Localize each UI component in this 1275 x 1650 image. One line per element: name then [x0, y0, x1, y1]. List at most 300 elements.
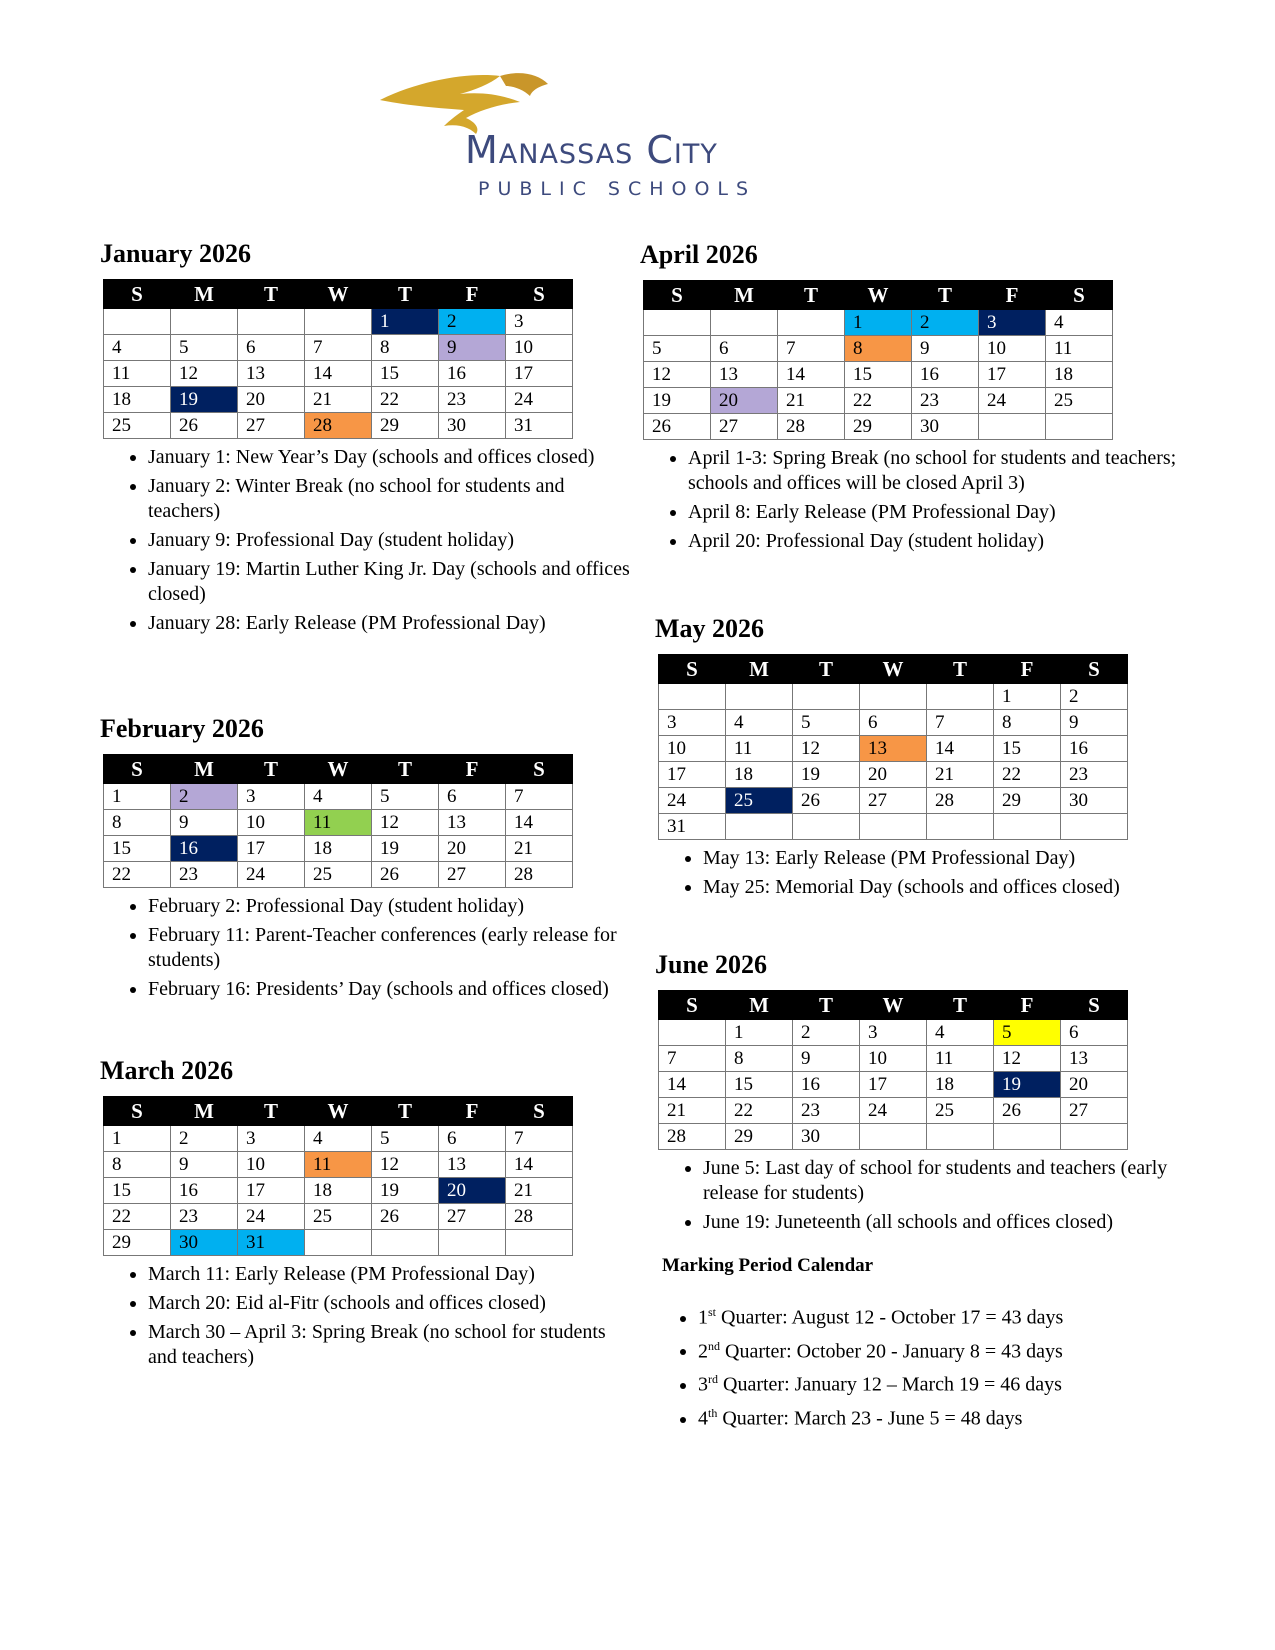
- day-cell: 9: [912, 336, 979, 362]
- weekday-header: F: [439, 755, 506, 784]
- day-cell: 12: [793, 736, 860, 762]
- day-cell: 21: [506, 1178, 573, 1204]
- day-cell: 8: [726, 1046, 793, 1072]
- day-cell: 16: [171, 1178, 238, 1204]
- day-cell: 1: [104, 1126, 171, 1152]
- day-cell: 18: [104, 387, 171, 413]
- day-cell: 13: [439, 810, 506, 836]
- day-cell: 16: [793, 1072, 860, 1098]
- day-cell: 8: [845, 336, 912, 362]
- day-cell: 6: [860, 710, 927, 736]
- day-cell: 12: [994, 1046, 1061, 1072]
- day-cell: 5: [994, 1020, 1061, 1046]
- weekday-header: W: [305, 755, 372, 784]
- day-cell: 19: [994, 1072, 1061, 1098]
- week-row: [659, 710, 1128, 736]
- week-row: [659, 1046, 1128, 1072]
- day-cell: 10: [979, 336, 1046, 362]
- week-row: [104, 862, 573, 888]
- weekday-header: M: [171, 280, 238, 309]
- day-cell: [860, 814, 927, 840]
- day-cell: 8: [104, 1152, 171, 1178]
- district-name: Manassas City: [465, 128, 718, 172]
- day-cell: 13: [711, 362, 778, 388]
- weekday-header: T: [238, 1097, 305, 1126]
- weekday-header: F: [994, 655, 1061, 684]
- quarter-item: [698, 1332, 1258, 1366]
- month-block: [640, 238, 1178, 558]
- weekday-header: W: [860, 655, 927, 684]
- month-block: [655, 612, 1193, 904]
- day-cell: 25: [305, 1204, 372, 1230]
- month-title: January 2026: [100, 239, 251, 268]
- day-cell: 15: [845, 362, 912, 388]
- day-cell: 2: [1061, 684, 1128, 710]
- day-cell: 7: [927, 710, 994, 736]
- quarter-text: Quarter: March 23 - June 5 = 48 days: [717, 1407, 1023, 1430]
- day-cell: 2: [912, 310, 979, 336]
- weekday-header: T: [238, 755, 305, 784]
- quarter-ordinal: rd: [708, 1372, 718, 1387]
- day-cell: 21: [778, 388, 845, 414]
- week-row: [104, 1230, 573, 1256]
- day-cell: 19: [372, 836, 439, 862]
- weekday-header: T: [372, 755, 439, 784]
- day-cell: 19: [793, 762, 860, 788]
- day-cell: 24: [860, 1098, 927, 1124]
- day-cell: 4: [305, 784, 372, 810]
- day-cell: 16: [1061, 736, 1128, 762]
- day-cell: 20: [238, 387, 305, 413]
- day-cell: 10: [860, 1046, 927, 1072]
- day-cell: 13: [1061, 1046, 1128, 1072]
- weekday-header: F: [439, 1097, 506, 1126]
- day-cell: 31: [506, 413, 573, 439]
- day-cell: 5: [372, 784, 439, 810]
- day-cell: [726, 684, 793, 710]
- day-cell: 15: [104, 836, 171, 862]
- day-cell: 4: [927, 1020, 994, 1046]
- day-cell: 19: [171, 387, 238, 413]
- week-row: [659, 1020, 1128, 1046]
- weekday-header: T: [372, 1097, 439, 1126]
- month-title: May 2026: [655, 614, 765, 643]
- quarter-number: 3: [698, 1373, 708, 1396]
- day-cell: [659, 1020, 726, 1046]
- day-cell: 13: [439, 1152, 506, 1178]
- week-row: [104, 784, 573, 810]
- weekday-header: W: [305, 280, 372, 309]
- day-cell: [644, 310, 711, 336]
- day-cell: 17: [238, 836, 305, 862]
- day-cell: 2: [793, 1020, 860, 1046]
- weekday-header: F: [439, 280, 506, 309]
- day-cell: 14: [305, 361, 372, 387]
- event-note: • June 5: Last day of school for students and teachers (early release for students): [703, 1156, 1193, 1206]
- day-cell: 26: [372, 862, 439, 888]
- marking-period-list: [662, 1298, 1258, 1433]
- day-cell: 7: [659, 1046, 726, 1072]
- event-note: • January 19: Martin Luther King Jr. Day (schools and offices closed): [148, 557, 638, 607]
- calendar-grid: [658, 990, 1128, 1150]
- weekday-header: W: [860, 991, 927, 1020]
- day-cell: 10: [506, 335, 573, 361]
- quarter-text: Quarter: October 20 - January 8 = 43 days: [720, 1340, 1063, 1363]
- day-cell: 15: [994, 736, 1061, 762]
- day-cell: 30: [439, 413, 506, 439]
- week-row: [104, 1152, 573, 1178]
- day-cell: 24: [506, 387, 573, 413]
- day-cell: [927, 814, 994, 840]
- event-note: • January 28: Early Release (PM Professional Day): [148, 611, 638, 636]
- day-cell: 30: [171, 1230, 238, 1256]
- day-cell: 25: [1046, 388, 1113, 414]
- day-cell: 12: [372, 1152, 439, 1178]
- day-cell: 8: [104, 810, 171, 836]
- day-cell: 25: [104, 413, 171, 439]
- weekday-header: M: [726, 991, 793, 1020]
- event-note: • March 20: Eid al-Fitr (schools and offices closed): [148, 1291, 638, 1316]
- calendar-grid: [643, 280, 1113, 440]
- weekday-header: S: [1046, 281, 1113, 310]
- day-cell: 21: [659, 1098, 726, 1124]
- event-note: • March 11: Early Release (PM Professional Day): [148, 1262, 638, 1287]
- day-cell: 17: [659, 762, 726, 788]
- day-cell: 11: [1046, 336, 1113, 362]
- day-cell: [711, 310, 778, 336]
- week-row: [104, 1126, 573, 1152]
- day-cell: 14: [927, 736, 994, 762]
- day-cell: 12: [644, 362, 711, 388]
- day-cell: 21: [927, 762, 994, 788]
- day-cell: 16: [439, 361, 506, 387]
- day-cell: 27: [860, 788, 927, 814]
- day-cell: [439, 1230, 506, 1256]
- district-logo: [380, 70, 800, 210]
- day-cell: 22: [104, 862, 171, 888]
- day-cell: 7: [506, 1126, 573, 1152]
- day-cell: [994, 814, 1061, 840]
- week-row: [104, 810, 573, 836]
- day-cell: 14: [506, 1152, 573, 1178]
- day-cell: 11: [305, 810, 372, 836]
- day-cell: 1: [104, 784, 171, 810]
- day-cell: 3: [238, 1126, 305, 1152]
- week-row: [644, 362, 1113, 388]
- day-cell: 24: [979, 388, 1046, 414]
- weekday-header: T: [238, 280, 305, 309]
- day-cell: 21: [305, 387, 372, 413]
- day-cell: 3: [238, 784, 305, 810]
- day-cell: [506, 1230, 573, 1256]
- day-cell: 25: [305, 862, 372, 888]
- day-cell: 23: [171, 862, 238, 888]
- weekday-header: F: [979, 281, 1046, 310]
- day-cell: 9: [1061, 710, 1128, 736]
- day-cell: [305, 309, 372, 335]
- day-cell: 5: [793, 710, 860, 736]
- day-cell: 9: [439, 335, 506, 361]
- day-cell: 6: [439, 1126, 506, 1152]
- weekday-header: S: [644, 281, 711, 310]
- day-cell: 30: [912, 414, 979, 440]
- day-cell: 23: [912, 388, 979, 414]
- day-cell: 29: [994, 788, 1061, 814]
- event-note: • May 25: Memorial Day (schools and offices closed): [703, 875, 1193, 900]
- event-note: • February 2: Professional Day (student holiday): [148, 894, 638, 919]
- weekday-header: M: [726, 655, 793, 684]
- day-cell: 4: [104, 335, 171, 361]
- day-cell: 3: [860, 1020, 927, 1046]
- quarter-number: 1: [698, 1306, 708, 1329]
- weekday-header: M: [171, 755, 238, 784]
- day-cell: 14: [659, 1072, 726, 1098]
- day-cell: [927, 684, 994, 710]
- quarter-item: [698, 1399, 1258, 1433]
- day-cell: 27: [711, 414, 778, 440]
- day-cell: 9: [171, 1152, 238, 1178]
- day-cell: 16: [171, 836, 238, 862]
- week-row: [104, 836, 573, 862]
- weekday-header: T: [793, 991, 860, 1020]
- day-cell: 1: [845, 310, 912, 336]
- week-row: [659, 1124, 1128, 1150]
- day-cell: [979, 414, 1046, 440]
- event-notes: [655, 1156, 1193, 1235]
- quarter-ordinal: nd: [708, 1338, 720, 1353]
- day-cell: 23: [171, 1204, 238, 1230]
- week-row: [659, 762, 1128, 788]
- day-cell: [778, 310, 845, 336]
- day-cell: 28: [305, 413, 372, 439]
- weekday-header: T: [793, 655, 860, 684]
- month-title: February 2026: [100, 714, 264, 743]
- day-cell: 2: [171, 784, 238, 810]
- weekday-header: S: [1061, 991, 1128, 1020]
- day-cell: 18: [726, 762, 793, 788]
- week-row: [659, 736, 1128, 762]
- quarter-number: 4: [698, 1407, 708, 1430]
- day-cell: 1: [726, 1020, 793, 1046]
- day-cell: [171, 309, 238, 335]
- district-subtitle: PUBLIC SCHOOLS: [478, 178, 757, 200]
- day-cell: 20: [860, 762, 927, 788]
- week-row: [104, 413, 573, 439]
- day-cell: 6: [1061, 1020, 1128, 1046]
- day-cell: 19: [372, 1178, 439, 1204]
- week-row: [104, 335, 573, 361]
- week-row: [104, 361, 573, 387]
- day-cell: [104, 309, 171, 335]
- day-cell: 27: [439, 1204, 506, 1230]
- day-cell: 3: [979, 310, 1046, 336]
- day-cell: [793, 814, 860, 840]
- weekday-header: S: [659, 991, 726, 1020]
- day-cell: 6: [439, 784, 506, 810]
- day-cell: 14: [778, 362, 845, 388]
- month-title: June 2026: [655, 950, 767, 979]
- weekday-header: T: [927, 655, 994, 684]
- day-cell: 5: [644, 336, 711, 362]
- weekday-header: T: [372, 280, 439, 309]
- day-cell: 31: [238, 1230, 305, 1256]
- event-note: • January 2: Winter Break (no school for students and teachers): [148, 474, 638, 524]
- month-block: [100, 712, 638, 1006]
- event-notes: [100, 1262, 638, 1370]
- week-row: [644, 336, 1113, 362]
- day-cell: 23: [793, 1098, 860, 1124]
- day-cell: 1: [994, 684, 1061, 710]
- week-row: [104, 309, 573, 335]
- quarter-ordinal: st: [708, 1305, 717, 1319]
- weekday-header: S: [506, 1097, 573, 1126]
- month-block: [100, 237, 638, 640]
- event-note: • April 1-3: Spring Break (no school for students and teachers; schools and offices will be closed April 3): [688, 446, 1178, 496]
- weekday-header: T: [778, 281, 845, 310]
- day-cell: 9: [171, 810, 238, 836]
- day-cell: 28: [659, 1124, 726, 1150]
- day-cell: 28: [506, 1204, 573, 1230]
- day-cell: 24: [659, 788, 726, 814]
- day-cell: 24: [238, 1204, 305, 1230]
- weekday-header: M: [171, 1097, 238, 1126]
- day-cell: 5: [372, 1126, 439, 1152]
- weekday-header: S: [506, 280, 573, 309]
- event-note: • January 1: New Year’s Day (schools and offices closed): [148, 445, 638, 470]
- week-row: [104, 1204, 573, 1230]
- day-cell: 3: [659, 710, 726, 736]
- quarter-text: Quarter: August 12 - October 17 = 43 days: [716, 1306, 1064, 1329]
- day-cell: 18: [927, 1072, 994, 1098]
- day-cell: 18: [305, 836, 372, 862]
- week-row: [644, 310, 1113, 336]
- day-cell: 8: [994, 710, 1061, 736]
- weekday-header: S: [659, 655, 726, 684]
- day-cell: 23: [1061, 762, 1128, 788]
- day-cell: 20: [1061, 1072, 1128, 1098]
- event-notes: [640, 446, 1178, 554]
- weekday-header: T: [927, 991, 994, 1020]
- weekday-header: S: [1061, 655, 1128, 684]
- day-cell: 20: [439, 836, 506, 862]
- day-cell: 15: [726, 1072, 793, 1098]
- day-cell: 30: [793, 1124, 860, 1150]
- event-notes: [655, 846, 1193, 900]
- month-block: [655, 948, 1193, 1239]
- event-note: • May 13: Early Release (PM Professional Day): [703, 846, 1193, 871]
- day-cell: 27: [238, 413, 305, 439]
- day-cell: 23: [439, 387, 506, 413]
- day-cell: 16: [912, 362, 979, 388]
- day-cell: 22: [726, 1098, 793, 1124]
- day-cell: 5: [171, 335, 238, 361]
- day-cell: 4: [1046, 310, 1113, 336]
- day-cell: 4: [305, 1126, 372, 1152]
- day-cell: 18: [305, 1178, 372, 1204]
- day-cell: 24: [238, 862, 305, 888]
- day-cell: [305, 1230, 372, 1256]
- day-cell: [994, 1124, 1061, 1150]
- day-cell: [860, 1124, 927, 1150]
- event-note: • February 11: Parent-Teacher conferences (early release for students): [148, 923, 638, 973]
- day-cell: 10: [659, 736, 726, 762]
- day-cell: 22: [994, 762, 1061, 788]
- event-note: • March 30 – April 3: Spring Break (no school for students and teachers): [148, 1320, 638, 1370]
- day-cell: 17: [506, 361, 573, 387]
- day-cell: [1061, 1124, 1128, 1150]
- day-cell: 15: [372, 361, 439, 387]
- week-row: [104, 1178, 573, 1204]
- day-cell: [659, 684, 726, 710]
- day-cell: 2: [439, 309, 506, 335]
- day-cell: 26: [372, 1204, 439, 1230]
- weekday-header: W: [845, 281, 912, 310]
- weekday-header: S: [104, 280, 171, 309]
- week-row: [104, 387, 573, 413]
- day-cell: 9: [793, 1046, 860, 1072]
- event-note: • April 20: Professional Day (student holiday): [688, 529, 1178, 554]
- week-row: [659, 814, 1128, 840]
- day-cell: 6: [238, 335, 305, 361]
- weekday-header: T: [912, 281, 979, 310]
- day-cell: 18: [1046, 362, 1113, 388]
- day-cell: 2: [171, 1126, 238, 1152]
- day-cell: 7: [506, 784, 573, 810]
- month-title: March 2026: [100, 1056, 234, 1085]
- day-cell: [793, 684, 860, 710]
- week-row: [644, 388, 1113, 414]
- quarter-text: Quarter: January 12 – March 19 = 46 days: [718, 1373, 1062, 1396]
- day-cell: [1061, 814, 1128, 840]
- week-row: [659, 1072, 1128, 1098]
- day-cell: 26: [171, 413, 238, 439]
- day-cell: 25: [927, 1098, 994, 1124]
- day-cell: 29: [104, 1230, 171, 1256]
- day-cell: 8: [372, 335, 439, 361]
- calendar-grid: [103, 754, 573, 888]
- day-cell: 11: [305, 1152, 372, 1178]
- day-cell: [238, 309, 305, 335]
- calendar-grid: [103, 1096, 573, 1256]
- day-cell: 28: [778, 414, 845, 440]
- quarter-number: 2: [698, 1340, 708, 1363]
- day-cell: 14: [506, 810, 573, 836]
- day-cell: 10: [238, 1152, 305, 1178]
- day-cell: 6: [711, 336, 778, 362]
- weekday-header: S: [506, 755, 573, 784]
- day-cell: [927, 1124, 994, 1150]
- day-cell: 7: [305, 335, 372, 361]
- day-cell: 21: [506, 836, 573, 862]
- day-cell: 19: [644, 388, 711, 414]
- quarter-ordinal: th: [708, 1405, 718, 1420]
- weekday-header: S: [104, 1097, 171, 1126]
- day-cell: 17: [860, 1072, 927, 1098]
- weekday-header: W: [305, 1097, 372, 1126]
- calendar-grid: [103, 279, 573, 439]
- marking-period-title: Marking Period Calendar: [662, 1255, 874, 1276]
- event-notes: [100, 894, 638, 1002]
- weekday-header: M: [711, 281, 778, 310]
- day-cell: 20: [711, 388, 778, 414]
- week-row: [644, 414, 1113, 440]
- day-cell: 25: [726, 788, 793, 814]
- day-cell: [726, 814, 793, 840]
- day-cell: 29: [845, 414, 912, 440]
- event-note: • January 9: Professional Day (student holiday): [148, 528, 638, 553]
- day-cell: 17: [979, 362, 1046, 388]
- day-cell: 20: [439, 1178, 506, 1204]
